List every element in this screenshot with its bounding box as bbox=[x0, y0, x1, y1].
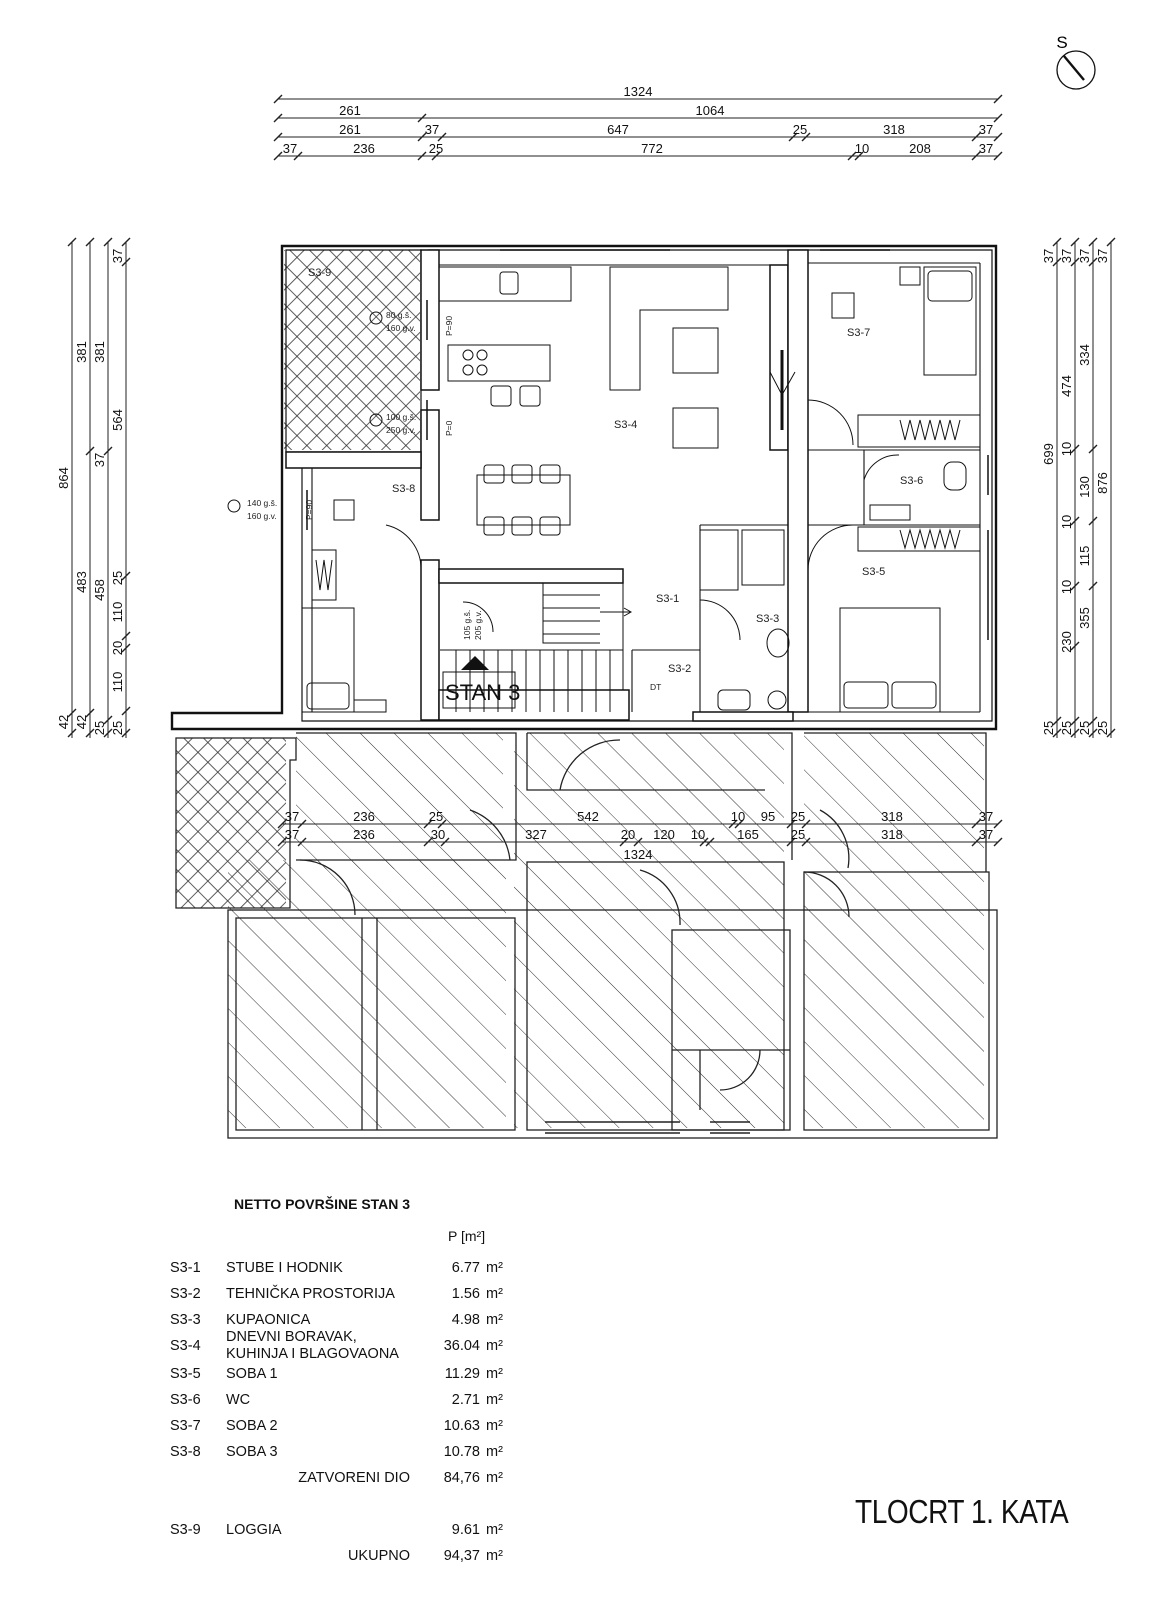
dim-right: 25 bbox=[1059, 720, 1074, 736]
dim-left: 25 bbox=[92, 720, 107, 736]
dim-top: 647 bbox=[607, 122, 629, 137]
dim-right: 25 bbox=[1095, 720, 1110, 736]
dim-left: 381 bbox=[92, 341, 107, 363]
dim-top: 37 bbox=[978, 122, 994, 137]
area-unit: m² bbox=[486, 1470, 503, 1486]
dim-top: 318 bbox=[883, 122, 905, 137]
room-area: 10.63 bbox=[443, 1418, 480, 1434]
table-row bbox=[170, 1418, 690, 1438]
table-row bbox=[170, 1260, 690, 1280]
dim-mid: 10 bbox=[730, 809, 746, 824]
window-note: 250 g.v. bbox=[386, 425, 416, 435]
table-row bbox=[170, 1286, 690, 1306]
dim-left: 42 bbox=[56, 714, 71, 730]
room-code: S3-5 bbox=[170, 1366, 201, 1382]
dim-left: 37 bbox=[110, 248, 125, 264]
table-row bbox=[170, 1444, 690, 1464]
closed-label: ZATVORENI DIO bbox=[298, 1470, 410, 1486]
room-area: 9.61 bbox=[451, 1522, 480, 1538]
room-label-s3-2: S3-2 bbox=[668, 663, 692, 675]
dim-top: 208 bbox=[909, 141, 931, 156]
window-note: P=90 bbox=[444, 315, 454, 336]
top-dimension-labels bbox=[283, 84, 993, 156]
dim-top: 261 bbox=[339, 103, 361, 118]
hatched-lower-floor bbox=[176, 733, 997, 1138]
dim-top: 1064 bbox=[695, 103, 725, 118]
dim-left: 25 bbox=[110, 720, 125, 736]
dim-top: 25 bbox=[792, 122, 808, 137]
dim-right: 10 bbox=[1059, 441, 1074, 457]
dim-mid: 165 bbox=[737, 827, 759, 842]
dim-mid: 327 bbox=[525, 827, 547, 842]
table-heading: NETTO POVRŠINE STAN 3 bbox=[234, 1196, 411, 1212]
dim-mid: 25 bbox=[790, 809, 806, 824]
room-area: 36.04 bbox=[443, 1338, 480, 1354]
unit-label: STAN 3 bbox=[445, 680, 521, 705]
dim-top: 236 bbox=[353, 141, 375, 156]
area-unit: m² bbox=[486, 1392, 503, 1408]
dim-right: 25 bbox=[1041, 720, 1056, 736]
room-code: S3-1 bbox=[170, 1260, 201, 1276]
dim-right: 37 bbox=[1077, 248, 1092, 264]
dim-mid: 37 bbox=[978, 809, 994, 824]
dim-mid: 10 bbox=[690, 827, 706, 842]
table-row bbox=[170, 1392, 690, 1412]
dim-right: 130 bbox=[1077, 476, 1092, 498]
room-name: KUPAONICA bbox=[226, 1312, 311, 1328]
dim-right: 37 bbox=[1059, 248, 1074, 264]
north-arrow-icon bbox=[1056, 33, 1095, 89]
dim-mid: 95 bbox=[760, 809, 776, 824]
dim-left: 483 bbox=[74, 571, 89, 593]
room-name: LOGGIA bbox=[226, 1522, 282, 1538]
dim-mid: 37 bbox=[284, 809, 300, 824]
room-code: S3-4 bbox=[170, 1338, 201, 1354]
dim-left: 37 bbox=[92, 452, 107, 468]
dim-mid-total: 1324 bbox=[623, 847, 653, 862]
dim-mid: 236 bbox=[353, 809, 375, 824]
room-label-s3-5: S3-5 bbox=[862, 566, 886, 578]
dim-right: 10 bbox=[1059, 514, 1074, 530]
dim-top-total: 1324 bbox=[623, 84, 653, 99]
dim-right: 474 bbox=[1059, 375, 1074, 397]
window-note: 160 g.v. bbox=[386, 323, 416, 333]
dim-left: 42 bbox=[74, 714, 89, 730]
room-name-line2: KUHINJA I BLAGOVAONA bbox=[226, 1346, 399, 1362]
room-area: 10.78 bbox=[443, 1444, 480, 1460]
dim-right: 10 bbox=[1059, 579, 1074, 595]
closed-subtotal-row bbox=[170, 1470, 690, 1490]
room-area: 11.29 bbox=[444, 1366, 480, 1382]
dim-mid: 37 bbox=[284, 827, 300, 842]
total-row bbox=[170, 1548, 690, 1568]
dim-left: 381 bbox=[74, 341, 89, 363]
total-value: 94,37 bbox=[443, 1548, 480, 1564]
room-label-s3-9: S3-9 bbox=[308, 267, 332, 279]
room-name: STUBE I HODNIK bbox=[226, 1260, 343, 1276]
dim-left: 25 bbox=[110, 570, 125, 586]
drawing-title: TLOCRT 1. KATA bbox=[855, 1493, 1069, 1530]
dim-mid: 542 bbox=[577, 809, 599, 824]
room-area: 4.98 bbox=[451, 1312, 480, 1328]
dim-right: 355 bbox=[1077, 607, 1092, 629]
window-note: 105 g.š. bbox=[462, 609, 472, 640]
dim-left: 110 bbox=[110, 671, 125, 693]
dim-mid: 37 bbox=[978, 827, 994, 842]
dim-mid: 120 bbox=[653, 827, 675, 842]
area-unit: m² bbox=[486, 1366, 503, 1382]
room-name: SOBA 1 bbox=[226, 1366, 278, 1382]
room-code: S3-2 bbox=[170, 1286, 201, 1302]
room-code: S3-3 bbox=[170, 1312, 201, 1328]
area-unit: m² bbox=[486, 1444, 503, 1460]
room-label-s3-7: S3-7 bbox=[847, 327, 871, 339]
dim-mid: 236 bbox=[353, 827, 375, 842]
area-unit: m² bbox=[486, 1286, 503, 1302]
dim-mid: 30 bbox=[430, 827, 446, 842]
table-row bbox=[170, 1366, 690, 1386]
window-note: P=90 bbox=[304, 499, 314, 520]
area-unit: m² bbox=[486, 1522, 503, 1538]
dim-mid: 318 bbox=[881, 809, 903, 824]
unit-column-header: P [m²] bbox=[448, 1228, 486, 1244]
area-unit: m² bbox=[486, 1260, 503, 1276]
window-note: 140 g.š. bbox=[247, 498, 278, 508]
dim-left: 110 bbox=[110, 601, 125, 623]
dim-top: 37 bbox=[424, 122, 440, 137]
room-area: 2.71 bbox=[451, 1392, 480, 1408]
room-label-s3-4: S3-4 bbox=[614, 419, 638, 431]
compass-letter: S bbox=[1056, 33, 1068, 52]
table-row bbox=[170, 1522, 690, 1542]
dim-top: 25 bbox=[428, 141, 444, 156]
dim-mid: 318 bbox=[881, 827, 903, 842]
room-name: WC bbox=[226, 1392, 251, 1408]
room-label-s3-8: S3-8 bbox=[392, 483, 416, 495]
dim-right: 230 bbox=[1059, 631, 1074, 653]
area-unit: m² bbox=[486, 1418, 503, 1434]
room-name: DNEVNI BORAVAK, bbox=[226, 1329, 357, 1345]
closed-value: 84,76 bbox=[443, 1470, 480, 1486]
room-code: S3-7 bbox=[170, 1418, 201, 1434]
left-dimension-chains bbox=[68, 238, 130, 738]
total-label: UKUPNO bbox=[347, 1548, 410, 1564]
room-code: S3-9 bbox=[170, 1522, 201, 1538]
dim-left: 864 bbox=[56, 467, 71, 489]
dim-right: 37 bbox=[1095, 248, 1110, 264]
table-row bbox=[170, 1329, 690, 1362]
room-name: SOBA 2 bbox=[226, 1418, 278, 1434]
room-label-s3-6: S3-6 bbox=[900, 475, 924, 487]
area-unit: m² bbox=[486, 1338, 503, 1354]
room-label-dt: DT bbox=[650, 682, 662, 692]
dim-left: 458 bbox=[92, 579, 107, 601]
dim-left: 564 bbox=[110, 409, 125, 431]
window-note: P=0 bbox=[444, 420, 454, 436]
dim-mid: 25 bbox=[790, 827, 806, 842]
dim-top: 772 bbox=[641, 141, 663, 156]
dim-top: 37 bbox=[978, 141, 994, 156]
room-name: SOBA 3 bbox=[226, 1444, 278, 1460]
dim-left: 20 bbox=[110, 640, 125, 656]
dim-top: 37 bbox=[282, 141, 298, 156]
dim-mid: 25 bbox=[428, 809, 444, 824]
dim-right: 699 bbox=[1041, 443, 1056, 465]
dim-mid: 20 bbox=[620, 827, 636, 842]
room-name: TEHNIČKA PROSTORIJA bbox=[226, 1286, 395, 1302]
room-code: S3-8 bbox=[170, 1444, 201, 1460]
dim-right: 876 bbox=[1095, 472, 1110, 494]
room-label-s3-3: S3-3 bbox=[756, 613, 780, 625]
window-note: 80 g.š. bbox=[386, 310, 412, 320]
dim-right: 25 bbox=[1077, 720, 1092, 736]
dim-right: 334 bbox=[1077, 344, 1092, 366]
area-unit: m² bbox=[486, 1312, 503, 1328]
window-note: 100 g.š. bbox=[386, 412, 417, 422]
window-note: 205 g.v. bbox=[473, 610, 483, 640]
dim-right: 37 bbox=[1041, 248, 1056, 264]
window-note: 160 g.v. bbox=[247, 511, 277, 521]
room-label-s3-1: S3-1 bbox=[656, 593, 680, 605]
area-unit: m² bbox=[486, 1548, 503, 1564]
room-area: 1.56 bbox=[451, 1286, 480, 1302]
room-area: 6.77 bbox=[451, 1260, 480, 1276]
room-code: S3-6 bbox=[170, 1392, 201, 1408]
apartment-plan bbox=[172, 246, 996, 729]
dim-top: 261 bbox=[339, 122, 361, 137]
dim-top: 10 bbox=[854, 141, 870, 156]
dim-right: 115 bbox=[1077, 545, 1092, 567]
